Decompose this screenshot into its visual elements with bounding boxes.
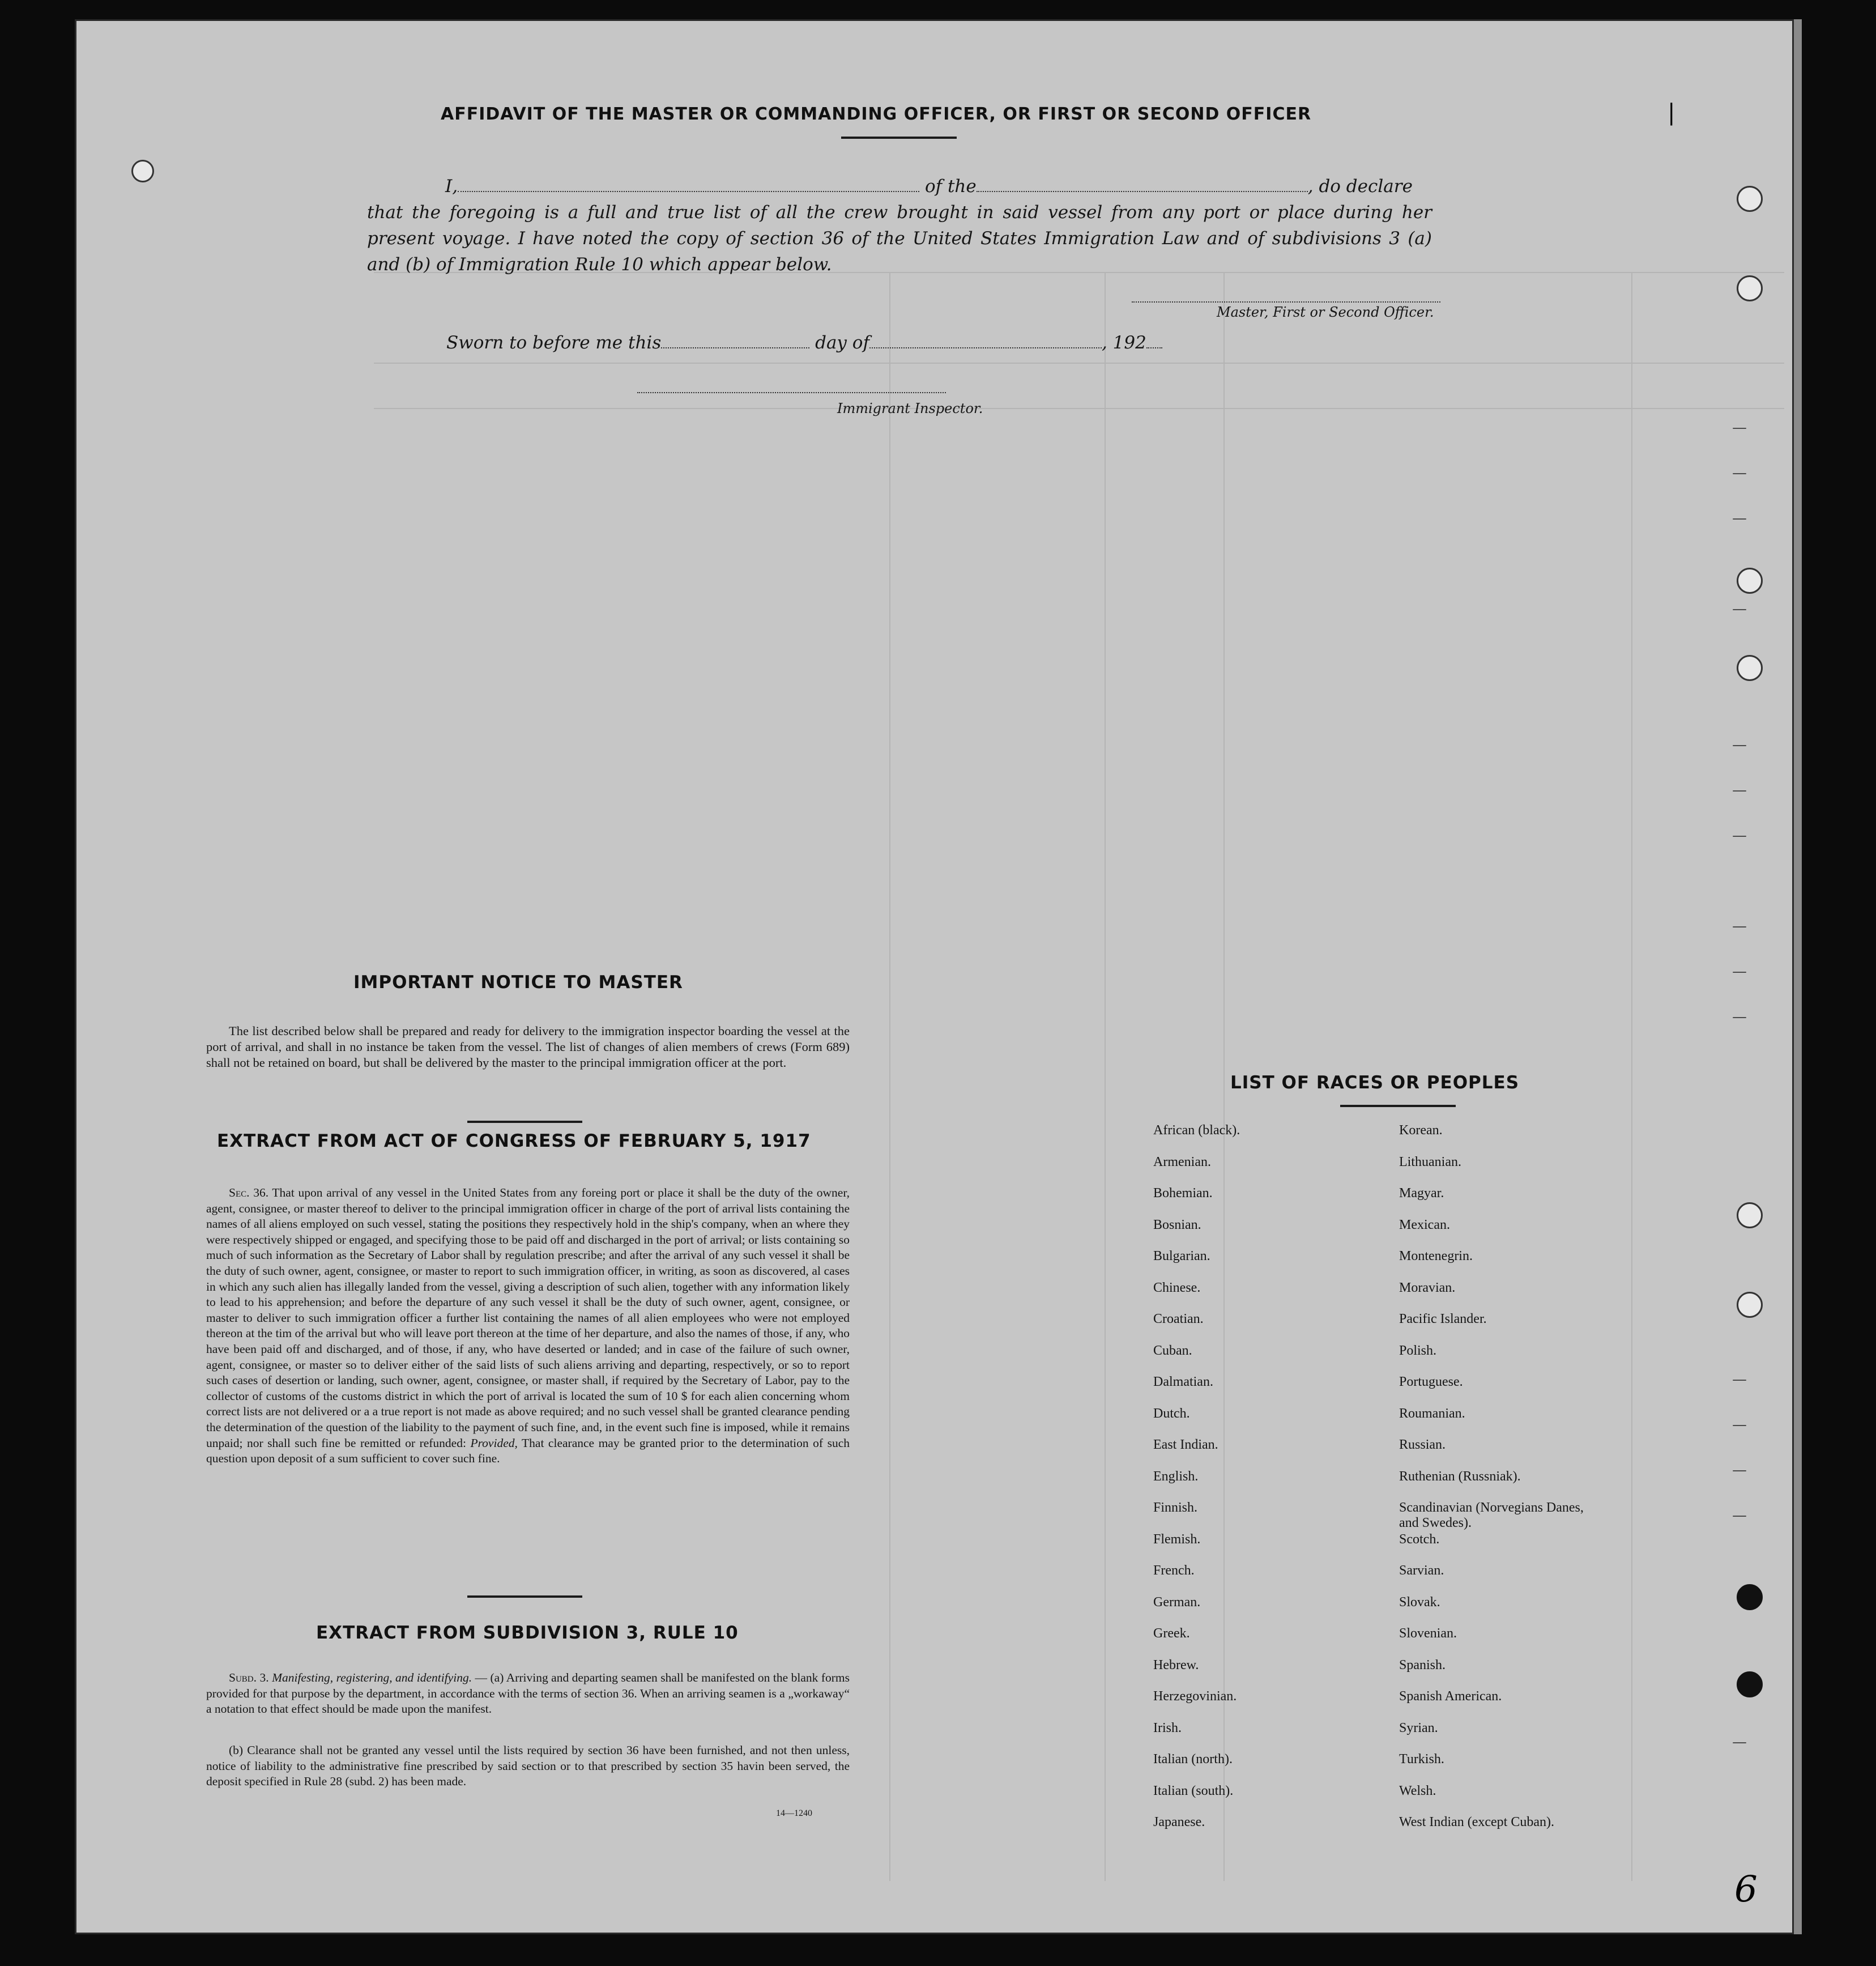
race-item: Slovak.: [1399, 1594, 1440, 1610]
punch-hole-icon: [131, 160, 154, 182]
affidavit-line3: present voyage. I have noted the copy of section 36 of the United States Immigration Law and of subdivisions 3 (a): [367, 228, 1432, 249]
act-rule-top: [467, 1121, 582, 1123]
dash-mark: —: [1732, 1507, 1747, 1524]
race-item: German.: [1153, 1594, 1201, 1610]
rule-title: EXTRACT FROM SUBDIVISION 3, RULE 10: [316, 1623, 739, 1643]
affidavit-title: AFFIDAVIT OF THE MASTER OR COMMANDING OFFICER, OR FIRST OR SECOND OFFICER: [441, 104, 1312, 124]
sworn-prefix: Sworn to before me this: [446, 333, 662, 353]
race-item: Spanish American.: [1399, 1689, 1502, 1704]
race-item: Dutch.: [1153, 1406, 1190, 1421]
punch-hole-icon: [1737, 1292, 1763, 1318]
rule-subd-title: Manifesting, registering, and identifying.: [272, 1671, 472, 1684]
race-item: Pacific Islander.: [1399, 1312, 1487, 1326]
margin-mark-icon: |: [1668, 100, 1675, 126]
race-item: Ruthenian (Russniak).: [1399, 1469, 1521, 1484]
sheet-edge: [1794, 19, 1802, 1934]
race-item: Greek.: [1153, 1626, 1190, 1641]
race-item: Welsh.: [1399, 1783, 1436, 1798]
notice-body: The list described below shall be prepared and ready for delivery to the immigration inspector boarding the vessel at the port of arrival, and shall in no instance be taken from the vessel. The list of changes of alien members of crews (Form 689) shall not be retained on board, but shall be delivered by the master to the principal immigration officer at the port.: [206, 1024, 850, 1070]
affidavit-line1: [445, 173, 1431, 199]
race-item: Scotch.: [1399, 1531, 1440, 1547]
race-item: Korean.: [1399, 1123, 1443, 1138]
race-item: Bohemian.: [1153, 1186, 1213, 1201]
race-item: Syrian.: [1399, 1720, 1438, 1735]
year-blank[interactable]: [1146, 347, 1162, 348]
act-provided: Provided,: [470, 1436, 518, 1450]
rule-para-a: [206, 1670, 850, 1717]
dash-mark: —: [1732, 465, 1747, 482]
sworn-line: [446, 330, 1162, 356]
sworn-year: , 192: [1101, 333, 1146, 353]
month-blank[interactable]: [869, 347, 1102, 348]
dash-mark: —: [1732, 601, 1747, 618]
affidavit-i: I,: [445, 176, 458, 197]
dash-mark: —: [1732, 963, 1747, 980]
bleed-line: [374, 408, 1784, 409]
dash-mark: —: [1732, 782, 1747, 799]
sworn-day-of: day of: [815, 333, 869, 353]
punch-hole-icon: [1737, 655, 1763, 681]
rule-rule-top: [467, 1595, 582, 1598]
bleed-line: [1105, 272, 1106, 1881]
act-sec-label: Sec. 36.: [229, 1186, 269, 1199]
dash-mark: —: [1732, 1734, 1747, 1751]
race-item: Cuban.: [1153, 1343, 1192, 1358]
race-item: Hebrew.: [1153, 1657, 1199, 1673]
rule-para-a-text: — (a) Arriving and departing seamen shall be manifested on the blank forms provided for that purpose by the department, in accordance with the terms of section 36. When an arriving seamen is a „workaway“ a notation to that effect should be made upon the manifest.: [206, 1671, 850, 1716]
affidavit-of-the: of the: [924, 176, 977, 197]
race-item: Irish.: [1153, 1720, 1182, 1735]
notice-title: IMPORTANT NOTICE TO MASTER: [353, 972, 683, 993]
race-item: Magyar.: [1399, 1186, 1444, 1201]
race-item: Flemish.: [1153, 1531, 1201, 1547]
race-item: Bulgarian.: [1153, 1249, 1210, 1263]
races-title: LIST OF RACES OR PEOPLES: [1230, 1073, 1520, 1093]
master-label: Master, First or Second Officer.: [1217, 304, 1434, 320]
race-item: French.: [1153, 1563, 1195, 1578]
affidavit-declare: , do declare: [1307, 176, 1413, 197]
race-item: Mexican.: [1399, 1217, 1450, 1232]
act-title: EXTRACT FROM ACT OF CONGRESS OF FEBRUARY 5, 1917: [217, 1131, 811, 1151]
race-item: Moravian.: [1399, 1280, 1456, 1295]
race-item: Japanese.: [1153, 1815, 1205, 1829]
punch-hole-icon: [1737, 1584, 1763, 1610]
bleed-line: [889, 272, 890, 1881]
races-column-1: [1153, 1123, 1240, 1846]
race-item: Polish.: [1399, 1343, 1437, 1358]
dash-mark: —: [1732, 1008, 1747, 1025]
race-item: Scandinavian (Norvegians Danes, and Swedes).: [1399, 1500, 1584, 1530]
dash-mark: —: [1732, 918, 1747, 935]
dash-mark: —: [1732, 419, 1747, 436]
race-item: Sarvian.: [1399, 1563, 1444, 1578]
race-item: Roumanian.: [1399, 1406, 1465, 1421]
race-item: East Indian.: [1153, 1437, 1218, 1452]
race-item: Croatian.: [1153, 1312, 1204, 1326]
race-item: Portuguese.: [1399, 1375, 1463, 1389]
punch-hole-icon: [1737, 568, 1763, 594]
rule-subd-label: Subd. 3.: [229, 1671, 269, 1684]
act-body: [206, 1185, 850, 1467]
race-item: Herzegovinian.: [1153, 1689, 1237, 1704]
dash-mark: —: [1732, 1462, 1747, 1479]
act-provided-rest: That clearance may be granted prior to the determination of such question upon deposit of a sum sufficient to cover such fine.: [206, 1436, 850, 1466]
inspector-signature-line[interactable]: [637, 392, 946, 393]
punch-hole-icon: [1737, 186, 1763, 212]
act-body-text: That upon arrival of any vessel in the United States from any foreing port or place it shall be the duty of the owner, agent, consignee, or master thereof to deliver to the principal immigration officer in charge of the port of arrival lists containing the names of all aliens employed on such vessel, stating the positions they respectively hold in the ship's company, when an where they were respectively shipped or engaged, and specifying those to be paid off and discharged in the port of arrival; or lists containing so much of such information as the Secretary of Labor shall by regulation prescribe; and after the arrival of any such vessel it shall be the duty of such owner, agent, consignee, or master to report to such immigration officer, in writing, as soon as discovered, al cases in which any such alien has illegally landed from the vessel, giving a description of such alien, together with any information likely to lead to his apprehension; and before the departure of any such vessel it shall be the duty of such owner, agent, consignee, or master to deliver to such immigration officer a further list containing the names of all alien employees who were not employed thereon at the tim of the arrival but who will leave port thereon at the time of her departure, and also the names of those, if any, who have been paid off and discharged, and of those, if any, who have deserted or landed; and in case of the failure of such owner, agent, consignee, or master so to deliver either of the said lists of such aliens arriving and departing, respectively, or so to report such cases of desertion or landing, such owner, agent, consignee, or master shall, if required by the Secretary of Labor, pay to the collector of customs of the customs district in which the port of arrival is located the sum of 10 $ for each alien concerning whom correct lists are not delivered or a a true report is not made as above required; and no such vessel shall be granted clearance pending the determination of the question of the liability to the payment of such fine, and, in the event such fine is imposed, while it remains unpaid; nor shall such fine be remitted or refunded:: [206, 1186, 850, 1450]
vessel-blank[interactable]: [977, 191, 1308, 192]
punch-hole-icon: [1737, 1671, 1763, 1697]
name-blank[interactable]: [458, 191, 919, 192]
race-item: Slovenian.: [1399, 1626, 1457, 1641]
race-item: English.: [1153, 1469, 1199, 1484]
dash-mark: —: [1732, 737, 1747, 754]
master-signature-line[interactable]: [1132, 301, 1440, 303]
dash-mark: —: [1732, 1416, 1747, 1433]
form-number: 14—1240: [776, 1808, 812, 1818]
race-item: Italian (south).: [1153, 1783, 1234, 1798]
affidavit-line2: that the foregoing is a full and true list of all the crew brought in said vessel from any port or place during her: [367, 202, 1432, 223]
inspector-label: Immigrant Inspector.: [837, 401, 983, 416]
punch-hole-icon: [1737, 275, 1763, 301]
race-item: Montenegrin.: [1399, 1249, 1473, 1263]
dash-mark: —: [1732, 1371, 1747, 1388]
race-item: Bosnian.: [1153, 1217, 1201, 1232]
dash-mark: —: [1732, 510, 1747, 527]
race-item: West Indian (except Cuban).: [1399, 1815, 1554, 1829]
races-column-2: [1399, 1123, 1586, 1846]
rule-para-b: (b) Clearance shall not be granted any vessel until the lists required by section 36 have been furnished, and not then unless, notice of liability to the administrative fine prescribed by said section or to that prescribed by section 35 havin been served, the deposit specified in Rule 28 (subd. 2) has been made.: [206, 1743, 850, 1789]
race-item: Armenian.: [1153, 1154, 1211, 1169]
handwritten-mark-icon: 6: [1734, 1869, 1758, 1910]
race-item: Russian.: [1399, 1437, 1446, 1452]
affidavit-rule: [841, 137, 957, 139]
race-item: African (black).: [1153, 1123, 1240, 1138]
race-item: Dalmatian.: [1153, 1375, 1213, 1389]
affidavit-line4: and (b) of Immigration Rule 10 which appear below.: [367, 254, 832, 275]
bleed-line: [374, 363, 1784, 364]
punch-hole-icon: [1737, 1202, 1763, 1228]
race-item: Italian (north).: [1153, 1752, 1233, 1767]
race-item: Spanish.: [1399, 1657, 1446, 1673]
race-item: Finnish.: [1153, 1500, 1198, 1515]
races-rule: [1340, 1105, 1456, 1107]
day-blank[interactable]: [661, 347, 809, 348]
race-item: Turkish.: [1399, 1752, 1444, 1767]
bleed-line: [1631, 272, 1632, 1881]
dash-mark: —: [1732, 827, 1747, 844]
race-item: Lithuanian.: [1399, 1154, 1461, 1169]
race-item: Chinese.: [1153, 1280, 1201, 1295]
